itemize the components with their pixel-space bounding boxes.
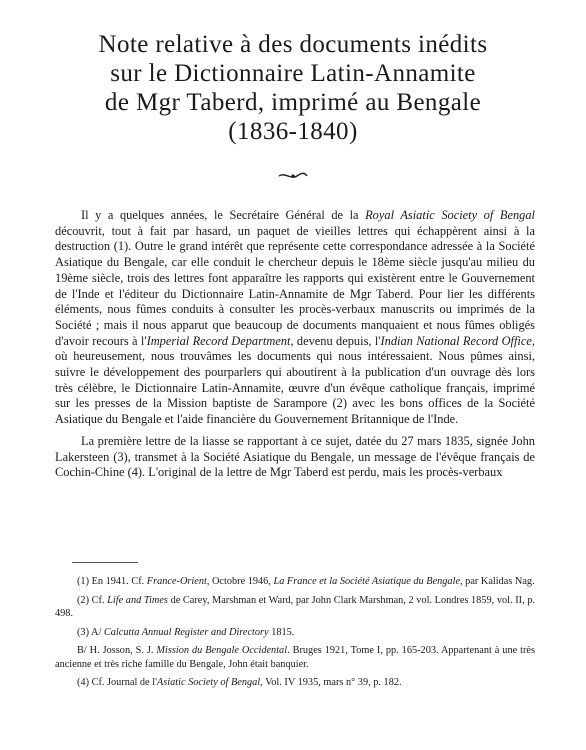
footnote-2: (2) Cf. Life and Times de Carey, Marshman et Ward, par John Clark Marshman, 2 vol. Londres 1859, vol. II, p. 498. [55,594,535,619]
article-body [55,208,535,487]
office-name: Indian National Record Office [380,333,532,348]
title-dates: (1836-1840) [228,118,358,145]
footnote-1: (1) En 1941. Cf. France-Orient, Octobre 1946, La France et la Société Asiatique du Bengale, par Kalidas Nag. [77,576,535,587]
department-name: Imperial Record Department [146,333,291,348]
paragraph-1: Il y a quelques années, le Secrétaire Général de la Royal Asiatic Society of Bengal découvrit, tout à fait par hasard, un paquet de vieilles lettres qui échappèrent ainsi à la destruction (1). Outre le grand intérêt que représente cette correspondance adressée à la Société Asiatique du Bengale, car elle conduit le chercheur depuis le 18ème siècle jusqu'au milieu du 19ème siècle, trois des lettres font apparaître les rapports qui existèrent entre le Gouvernement de l'Inde et l'éditeur du Dictionnaire Latin-Annamite de Mgr Taberd. Pour lier les différents éléments, nous fûmes conduits à consulter les procès-verbaux manuscrits ou imprimés de la Société ; mais il nous apparut que beaucoup de documents manquaient et nous fûmes obligés d'avoir recours à l'Imperial Record Department, devenu depuis, l'Indian National Record Office, où heureusement, nous trouvâmes les documents qui nous intéressaient. Nous pûmes ainsi, suivre le développement des pourparlers qui aboutirent à la publication d'un ouvrage dès lors très célèbre, le Dictionnaire Latin-Annamite, œuvre d'un évêque catholique français, imprimé sur les presses de la Mission baptiste de Sarampore (2) avec les bons offices de la Société Asiatique du Bengale et l'aide financière du Gouvernement Britannique de l'Inde. [55,208,535,427]
title-line-2: sur le Dictionnaire Latin-Annamite [110,60,476,87]
article-title [40,30,546,146]
footnote-3a: (3) A/ Calcutta Annual Register and Directory 1815. [77,626,295,638]
footnote-3b: B/ H. Josson, S. J. Mission du Bengale Occidental. Bruges 1921, Tome I, pp. 165-203. Appartenant à une très ancienne et très riche famille du Bengale, John était banquier. [55,645,535,670]
title-line-1: Note relative à des documents inédits [98,31,488,58]
footnote-divider [72,562,138,563]
footnote-4: (4) Cf. Journal de l'Asiatic Society of Bengal, Vol. IV 1935, mars n° 39, p. 182. [77,677,402,688]
fleuron-icon [277,170,309,182]
title-line-3: de Mgr Taberd, imprimé au Bengale [104,89,482,116]
footnotes [55,575,535,695]
journal-title: Royal Asiatic Society of Bengal [365,208,535,222]
paragraph-2: La première lettre de la liasse se rapportant à ce sujet, datée du 27 mars 1835, signée John Lakersteen (3), transmet à la Société Asiatique du Bengale, un message de l'évêque français de Cochin-Chine (4). L'original de la lettre de Mgr Taberd est perdu, mais les procès-verbaux [55,433,535,480]
